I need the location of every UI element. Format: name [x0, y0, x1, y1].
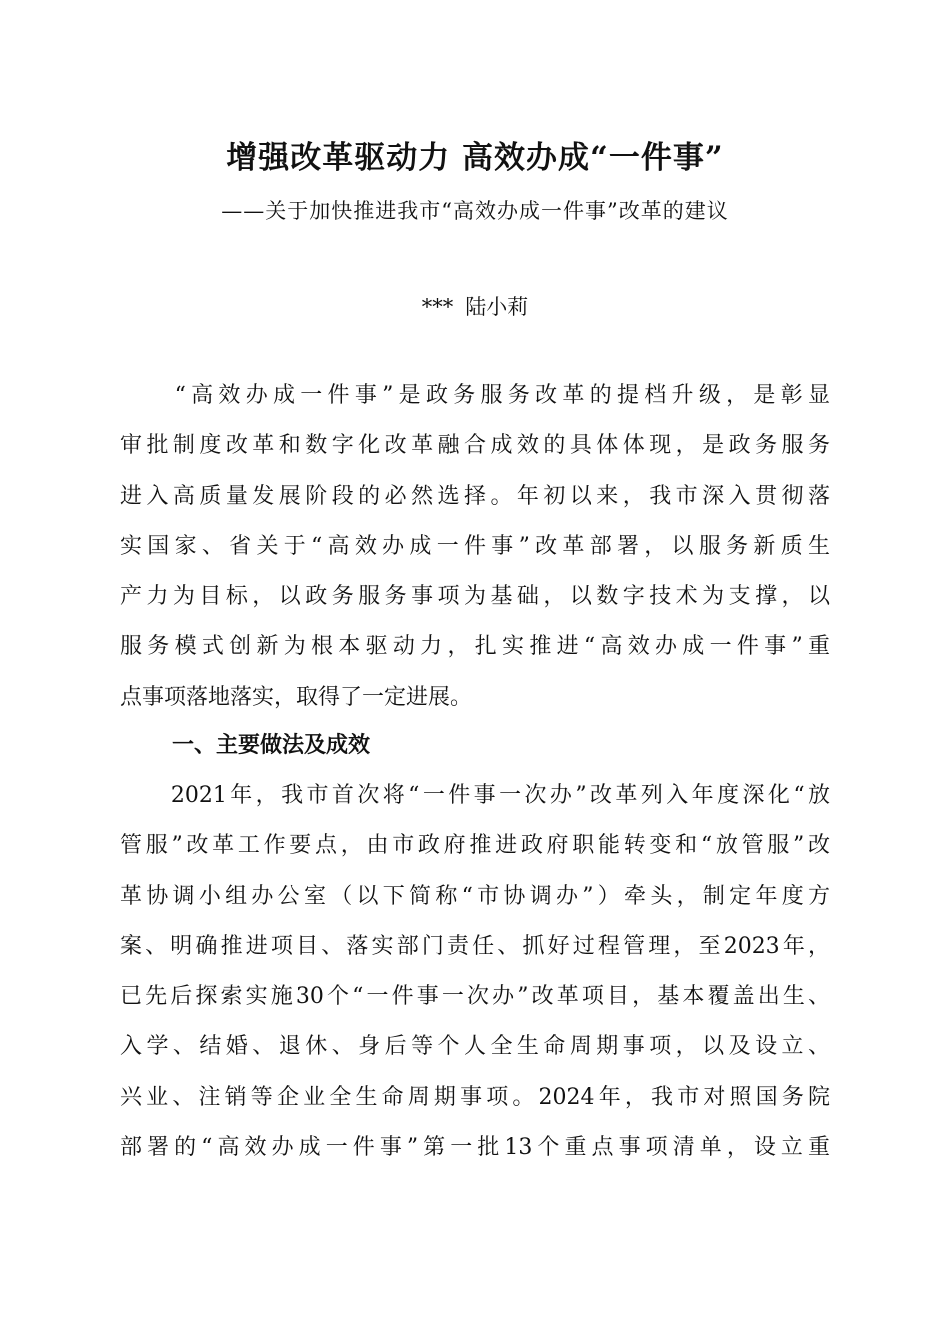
paragraph-line: 已先后探索实施30个“一件事一次办”改革项目，基本覆盖出生、 [120, 984, 830, 1010]
paragraph-line: 管服”改革工作要点，由市政府推进政府职能转变和“放管服”改 [120, 833, 830, 859]
paragraph-line: 兴业、注销等企业全生命周期事项。2024年，我市对照国务院 [120, 1084, 830, 1110]
paragraph-line: 入学、结婚、退休、身后等个人全生命周期事项，以及设立、 [120, 1034, 830, 1060]
paragraph-line: 实国家、省关于“高效办成一件事”改革部署，以服务新质生 [120, 533, 830, 559]
paragraph-line: 审批制度改革和数字化改革融合成效的具体体现，是政务服务 [120, 433, 830, 459]
paragraph-line: 产力为目标，以政务服务事项为基础，以数字技术为支撑，以 [120, 584, 830, 610]
intro-paragraph [120, 371, 830, 723]
paragraph-line: 服务模式创新为根本驱动力，扎实推进“高效办成一件事”重 [120, 634, 830, 660]
paragraph-line: 进入高质量发展阶段的必然选择。年初以来，我市深入贯彻落 [120, 483, 830, 509]
document-subtitle: ——关于加快推进我市“高效办成一件事”改革的建议 [221, 199, 729, 223]
paragraph-line: 案、明确推进项目、落实部门责任、抓好过程管理，至2023年， [120, 933, 830, 959]
author-name: 陆小莉 [465, 295, 529, 319]
author-prefix: *** [421, 295, 454, 319]
document-title: 增强改革驱动力 高效办成“一件事” [226, 140, 724, 176]
section-heading: 一、主要做法及成效 [172, 733, 371, 758]
paragraph-line: 点事项落地落实，取得了一定进展。 [120, 684, 473, 710]
section-paragraph [120, 771, 830, 1173]
author-line [0, 290, 950, 324]
paragraph-line: “高效办成一件事”是政务服务改革的提档升级，是彰显 [120, 383, 830, 408]
paragraph-line: 2021年，我市首次将“一件事一次办”改革列入年度深化“放 [120, 783, 830, 808]
paragraph-line: 革协调小组办公室（以下简称“市协调办”）牵头，制定年度方 [120, 883, 830, 909]
paragraph-line: 部署的“高效办成一件事”第一批13个重点事项清单，设立重 [120, 1135, 830, 1161]
